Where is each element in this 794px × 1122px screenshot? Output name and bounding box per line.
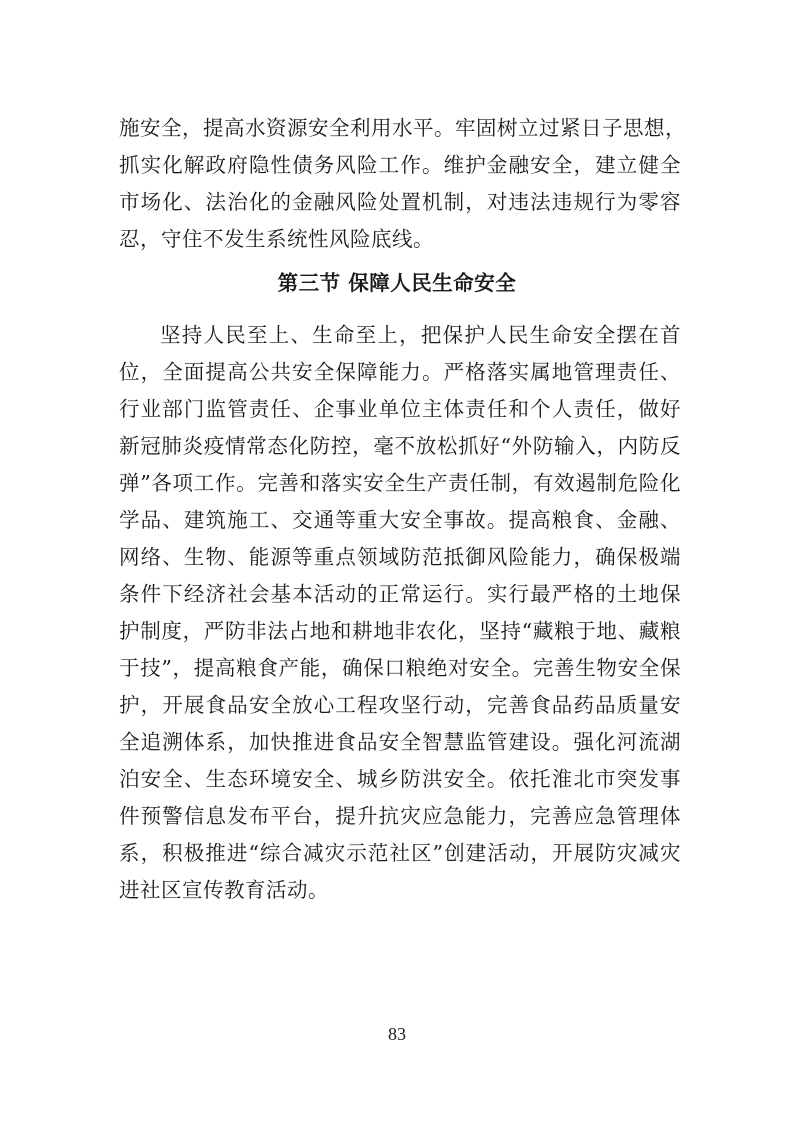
text-line: 位，全面提高公共安全保障能力。严格落实属地管理责任、 <box>119 360 681 384</box>
text-line: 弹”各项工作。完善和落实安全生产责任制，有效遏制危险化 <box>119 471 681 495</box>
text-line: 全追溯体系，加快推进食品安全智慧监管建设。强化河流湖 <box>119 730 681 754</box>
text-line: 泊安全、生态环境安全、城乡防洪安全。依托淮北市突发事 <box>119 767 681 791</box>
text-line: 学品、建筑施工、交通等重大安全事故。提高粮食、金融、 <box>119 508 681 532</box>
text-line: 抓实化解政府隐性债务风险工作。维护金融安全，建立健全 <box>119 153 681 177</box>
text-line: 系，积极推进“综合减灾示范社区”创建活动，开展防灾减灾 <box>119 841 681 865</box>
text-line: 行业部门监管责任、企事业单位主体责任和个人责任，做好 <box>119 397 681 421</box>
text-line: 护制度，严防非法占地和耕地非农化，坚持“藏粮于地、藏粮 <box>119 619 681 643</box>
text-line: 坚持人民至上、生命至上，把保护人民生命安全摆在首 <box>160 323 681 347</box>
text-line: 进社区宣传教育活动。 <box>119 878 329 902</box>
text-line: 新冠肺炎疫情常态化防控，毫不放松抓好“外防输入，内防反 <box>119 434 681 458</box>
text-line: 施安全，提高水资源安全利用水平。牢固树立过紧日子思想， <box>119 116 686 140</box>
text-line: 市场化、法治化的金融风险处置机制，对违法违规行为零容 <box>119 190 681 214</box>
text-line: 网络、生物、能源等重点领域防范抵御风险能力，确保极端 <box>119 545 681 569</box>
text-line: 件预警信息发布平台，提升抗灾应急能力，完善应急管理体 <box>119 804 681 828</box>
text-line: 忍，守住不发生系统性风险底线。 <box>119 227 434 251</box>
text-line: 护，开展食品安全放心工程攻坚行动，完善食品药品质量安 <box>119 693 681 717</box>
text-line: 于技”，提高粮食产能，确保口粮绝对安全。完善生物安全保 <box>119 656 681 680</box>
section-heading: 第三节 保障人民生命安全 <box>277 271 517 295</box>
text-line: 条件下经济社会基本活动的正常运行。实行最严格的土地保 <box>119 582 681 606</box>
page-number: 83 <box>388 1024 406 1044</box>
